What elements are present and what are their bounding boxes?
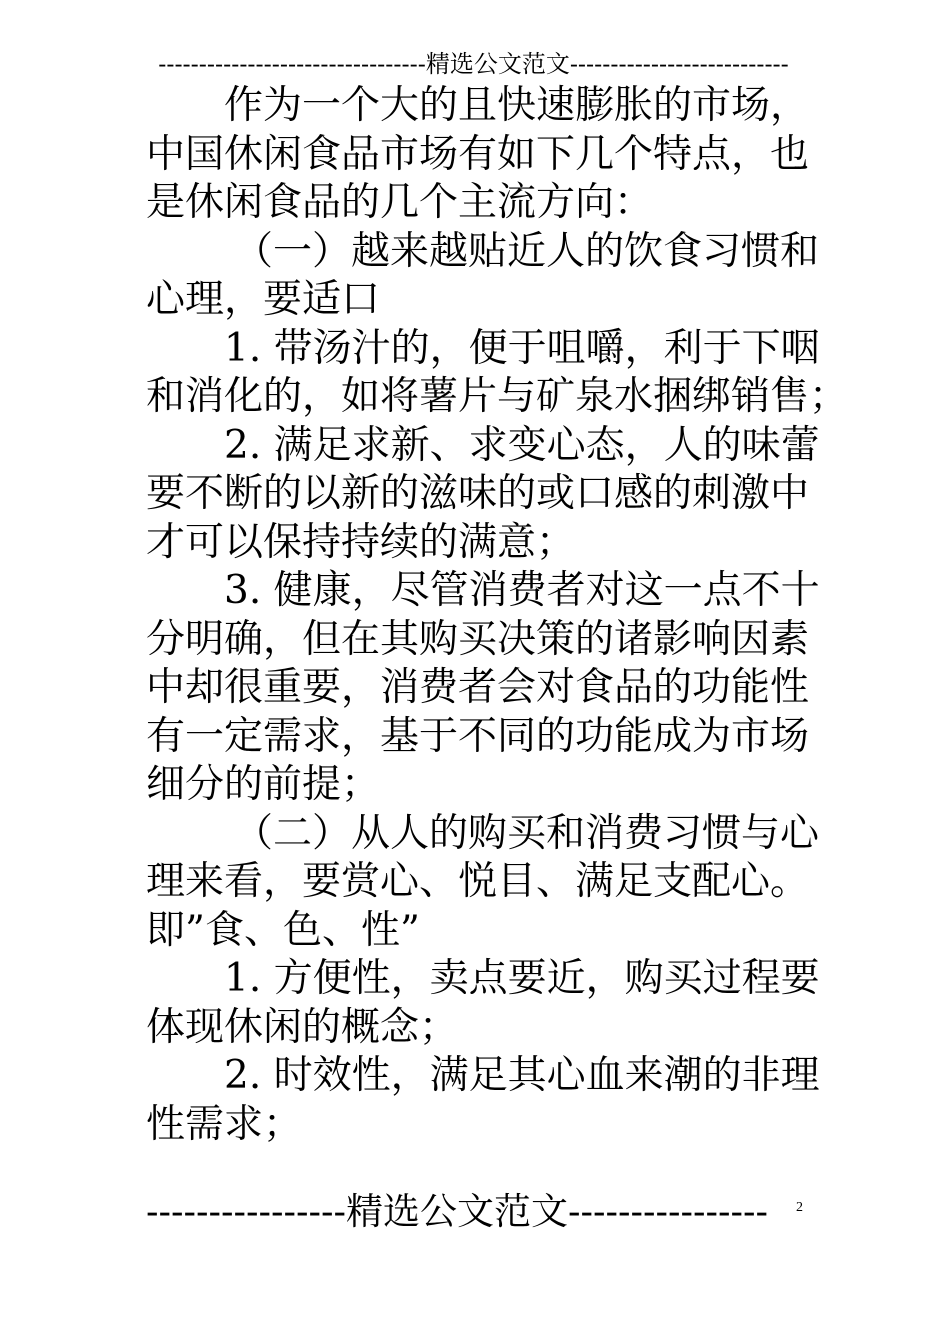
list-item-line: 中却很重要，消费者会对食品的功能性: [146, 665, 810, 710]
section-heading-line: 理来看，要赏心、悦目、满足支配心。: [146, 859, 810, 904]
page-header: ---------------------------------精选公文范文---------------------------: [158, 50, 789, 78]
list-item-line: 才可以保持持续的满意；: [146, 519, 576, 565]
section-heading-line: 心理，要适口: [146, 277, 381, 322]
list-item-line: 有一定需求，基于不同的功能成为市场: [146, 713, 810, 759]
list-item-line: 2. 满足求新、求变心态，人的味蕾: [224, 422, 820, 468]
paragraph-line: 是休闲食品的几个主流方向：: [146, 180, 654, 225]
section-heading-line: （二）从人的购买和消费习惯与心: [234, 810, 820, 856]
list-item-line: 性需求；: [146, 1101, 303, 1147]
paragraph-line: 中国休闲食品市场有如下几个特点，也: [146, 131, 810, 177]
list-item-line: 分明确，但在其购买决策的诸影响因素: [146, 616, 810, 662]
list-item-line: 1. 带汤汁的，便于咀嚼，利于下咽: [224, 325, 820, 371]
list-item-line: 1. 方便性，卖点要近，购买过程要: [224, 956, 820, 1001]
list-item-line: 体现休闲的概念；: [146, 1004, 459, 1050]
document-body: [146, 82, 849, 1149]
page-footer: ----------------精选公文范文----------------: [146, 1190, 769, 1233]
list-item-line: 3. 健康，尽管消费者对这一点不十: [224, 568, 820, 613]
list-item-line: 2. 时效性，满足其心血来潮的非理: [224, 1053, 820, 1098]
page-number: 2: [796, 1200, 803, 1215]
list-item-line: 细分的前提；: [146, 762, 381, 807]
list-item-line: 和消化的，如将薯片与矿泉水捆绑销售；: [146, 374, 849, 419]
section-heading-line: 即”食、色、性”: [146, 907, 420, 953]
section-heading-line: （一）越来越贴近人的饮食习惯和: [234, 228, 820, 274]
paragraph-line: 作为一个大的且快速膨胀的市场，: [224, 83, 810, 128]
list-item-line: 要不断的以新的滋味的或口感的刺激中: [146, 471, 810, 516]
